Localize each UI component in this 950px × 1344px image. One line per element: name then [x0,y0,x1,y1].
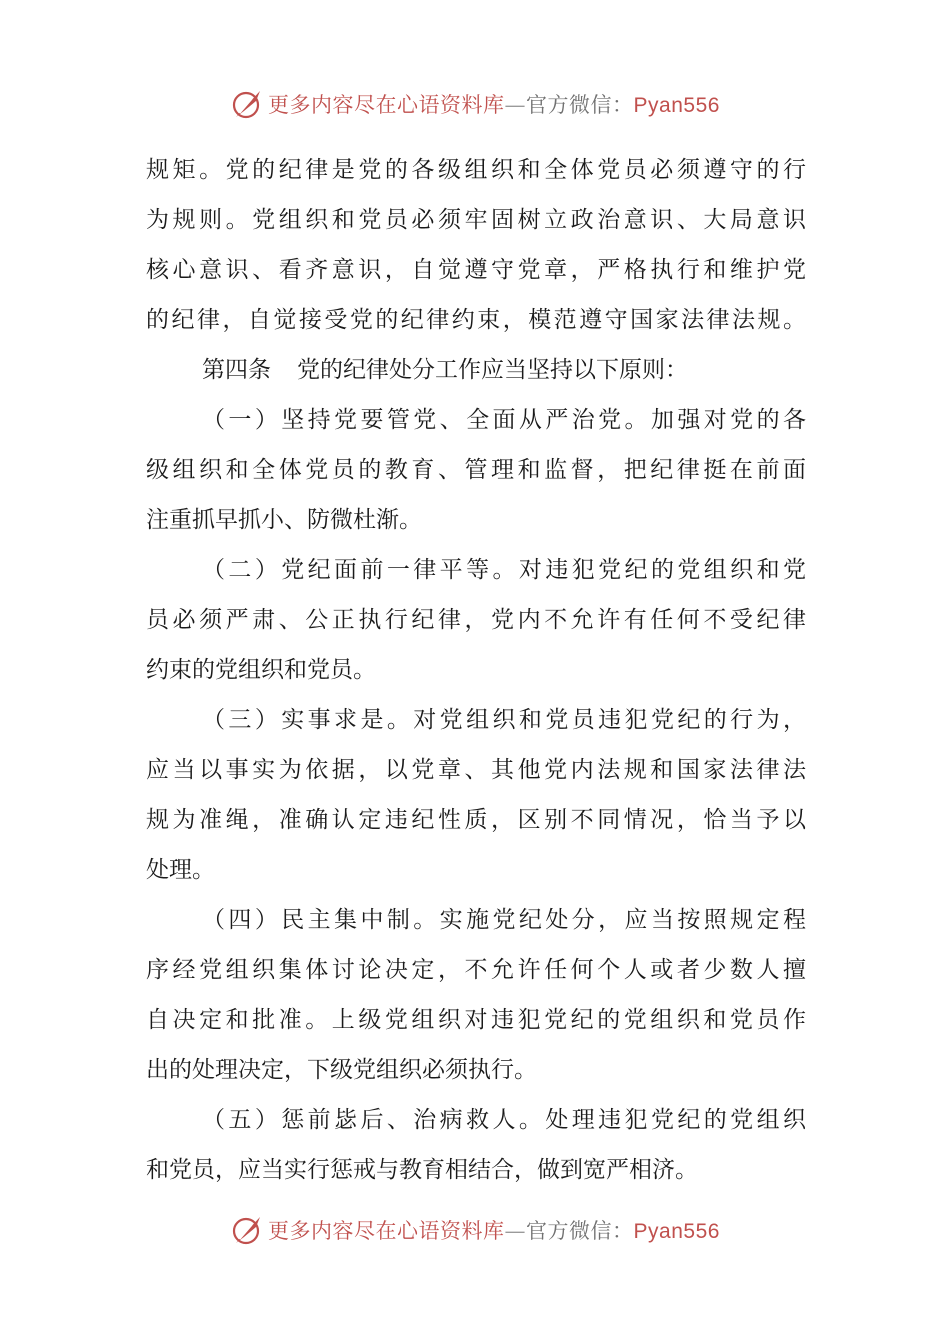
text-line: 级组织和全体党员的教育、管理和监督，把纪律挺在前面 [146,457,806,483]
banner-text: 更多内容尽在心语资料库—官方微信：Pyan556 [268,93,720,117]
text-line: 应当以事实为依据，以党章、其他党内法规和国家法律法 [146,757,806,783]
text-line: 和党员，应当实行惩戒与教育相结合，做到宽严相济。 [146,1157,698,1183]
text-line: 注重抓早抓小、防微杜渐。 [146,507,422,533]
quill-logo-icon [230,1213,264,1247]
text-line: 规为准绳，准确认定违纪性质，区别不同情况，恰当予以 [146,807,806,833]
text-line: （五）惩前毖后、治病救人。处理违犯党纪的党组织 [202,1107,806,1133]
text-line: 出的处理决定，下级党组织必须执行。 [146,1057,537,1083]
paragraph [146,395,806,545]
article-number: 第四条 [202,357,271,383]
text-line: 员必须严肃、公正执行纪律，党内不允许有任何不受纪律 [146,607,806,633]
text-line: 规矩。党的纪律是党的各级组织和全体党员必须遵守的行 [146,157,806,183]
document-body [146,145,806,1195]
text-line: 为规则。党组织和党员必须牢固树立政治意识、大局意识 [146,207,806,233]
header-banner [0,84,950,124]
banner-text: 更多内容尽在心语资料库—官方微信：Pyan556 [268,1219,720,1243]
text-line: 处理。 [146,857,215,883]
article-heading [146,345,806,395]
quill-logo-icon [230,87,264,121]
paragraph [146,1095,806,1195]
text-line: （三）实事求是。对党组织和党员违犯党纪的行为， [202,707,806,733]
text-line [146,345,806,395]
paragraph [146,695,806,895]
text-line: 核心意识、看齐意识，自觉遵守党章，严格执行和维护党 [146,257,806,283]
text-line: 自决定和批准。上级党组织对违犯党纪的党组织和党员作 [146,1007,806,1033]
text-line: （一）坚持党要管党、全面从严治党。加强对党的各 [202,407,806,433]
paragraph [146,145,806,345]
text-line: 序经党组织集体讨论决定，不允许任何个人或者少数人擅 [146,957,806,983]
text-line: 约束的党组织和党员。 [146,657,376,683]
article-title: 党的纪律处分工作应当坚持以下原则： [297,357,688,383]
text-line: （二）党纪面前一律平等。对违犯党纪的党组织和党 [202,557,806,583]
paragraph [146,895,806,1095]
text-line: 的纪律，自觉接受党的纪律约束，模范遵守国家法律法规。 [146,307,806,333]
paragraph [146,545,806,695]
text-line: （四）民主集中制。实施党纪处分，应当按照规定程 [202,907,806,933]
footer-banner [0,1210,950,1250]
